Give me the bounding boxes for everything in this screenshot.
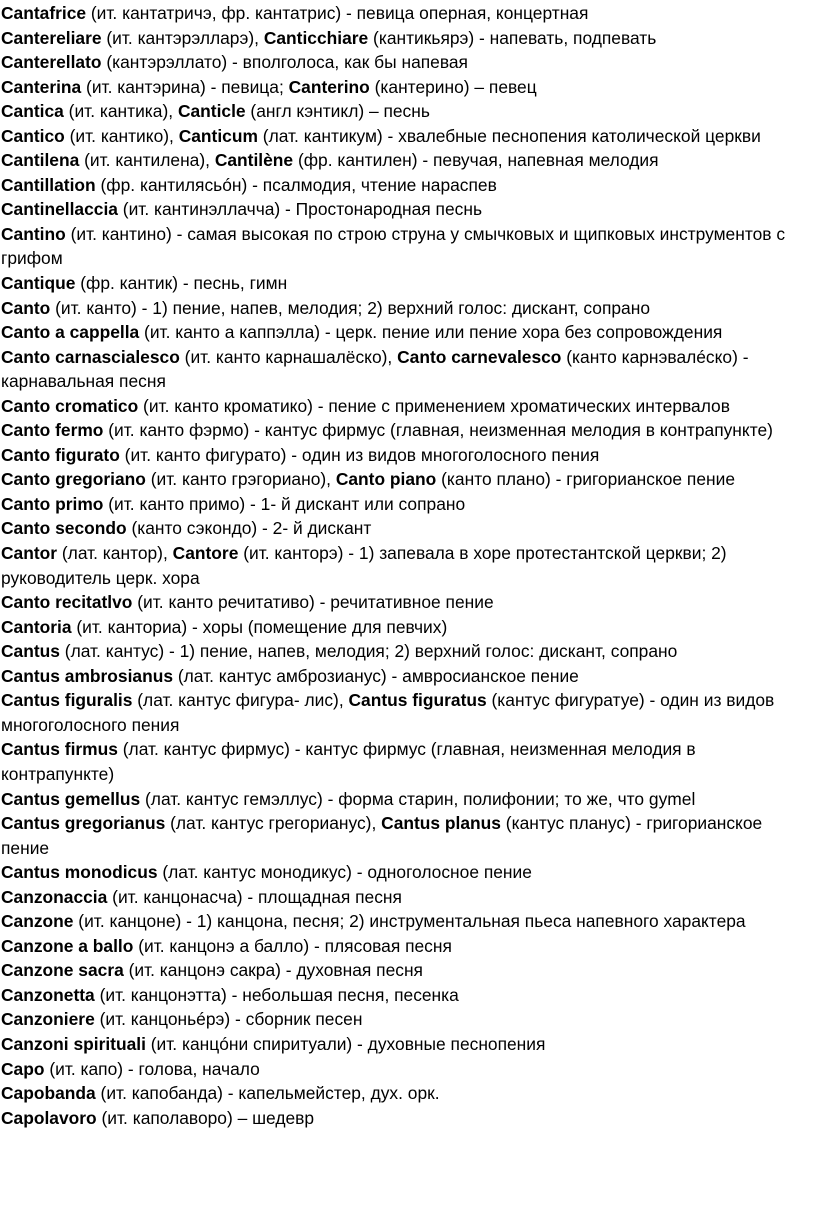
entry-term: Canzone	[1, 911, 74, 932]
entry-term: Cantus ambrosianus	[1, 665, 174, 686]
entry-term: Canzoni spirituali	[1, 1033, 146, 1054]
glossary-entry	[1, 590, 813, 615]
entry-definition: (ит. канто фэрмо) - кантус фирмус (главная, неизменная мелодия в контрапункте)	[103, 420, 773, 441]
entry-definition: (лат. кантикум) - хвалебные песнопения католической церкви	[257, 125, 761, 146]
entry-definition: (кантус фигуратуе) - один из видов многоголосного пения	[1, 690, 775, 735]
entry-definition: (ит. канто а каппэлла) - церк. пение или пение хора без сопровождения	[139, 322, 723, 343]
entry-term: Canticle	[177, 101, 246, 122]
glossary-entry	[1, 664, 813, 689]
entry-term: Canzonaccia	[1, 886, 108, 907]
entry-term: Cantillation	[1, 174, 96, 195]
entry-term: Canto carnascialesco	[1, 346, 180, 367]
entry-term: Cantus monodicus	[1, 862, 158, 883]
entry-definition: (лат. кантус монодикус) - одноголосное пение	[157, 862, 532, 883]
entry-definition: (ит. канцонэ а балло) - плясовая песня	[133, 935, 452, 956]
glossary-entry	[1, 958, 813, 983]
glossary-entry	[1, 148, 813, 173]
entry-term: Cantus firmus	[1, 739, 118, 760]
entry-term: Canticchiare	[263, 27, 369, 48]
glossary-entry	[1, 50, 813, 75]
entry-definition: (ит. канто фигурато) - один из видов многоголосного пения	[119, 444, 600, 465]
glossary-entry	[1, 222, 813, 271]
entry-definition: (ит. канто кроматико) - пение с применением хроматических интервалов	[138, 395, 730, 416]
entry-definition: (ит. каполаворо) – шедевр	[96, 1107, 315, 1128]
entry-definition: (лат. кантус) - 1) пение, напев, мелодия; 2) верхний голос: дискант, сопрано	[59, 641, 678, 662]
entry-definition: (кантэрэллато) - вполголоса, как бы напевая	[101, 52, 468, 73]
entry-term: Canterellato	[1, 52, 102, 73]
entry-definition: (ит. кантико),	[64, 125, 179, 146]
entry-term: Canzone a ballo	[1, 935, 134, 956]
entry-term: Canto primo	[1, 493, 104, 514]
glossary-entry	[1, 909, 813, 934]
entry-term: Cantilena	[1, 150, 80, 171]
entry-term: Cantus gregorianus	[1, 813, 166, 834]
entry-definition: (лат. кантус гемэллус) - форма старин, полифонии; то же, что gymel	[140, 788, 696, 809]
entry-definition: (ит. кантилена),	[79, 150, 215, 171]
entry-term: Canzone sacra	[1, 960, 124, 981]
entry-definition: (ит. капобанда) - капельмейстер, дух. орк.	[95, 1083, 440, 1104]
entry-definition: (лат. кантор),	[57, 543, 173, 564]
entry-term: Cantus planus	[381, 813, 501, 834]
entry-term: Canticum	[178, 125, 258, 146]
entry-term: Canterina	[1, 76, 82, 97]
glossary-entry	[1, 615, 813, 640]
entry-term: Canterino	[288, 76, 370, 97]
entry-definition: (ит. кантино) - самая высокая по строю струна у смычковых и щипковых инструментов с грифом	[1, 223, 786, 269]
glossary-entry	[1, 516, 813, 541]
entry-term: Canzoniere	[1, 1009, 95, 1030]
entry-term: Canto gregoriano	[1, 469, 146, 490]
glossary-entry	[1, 394, 813, 419]
glossary-entry	[1, 639, 813, 664]
entry-definition: (фр. кантик) - песнь, гимн	[75, 273, 288, 294]
entry-term: Canzonetta	[1, 984, 95, 1005]
glossary-entry	[1, 26, 813, 51]
entry-term: Canto recitatlvo	[1, 592, 133, 613]
glossary-entry	[1, 811, 813, 860]
entry-definition: (ит. канто грэгориано),	[145, 469, 336, 490]
entry-term: Canto fermo	[1, 420, 104, 441]
entry-term: Canto secondo	[1, 518, 127, 539]
entry-definition: (ит. канцоньéрэ) - сборник песен	[94, 1009, 363, 1030]
entry-term: Cantus figuratus	[348, 690, 487, 711]
glossary-entry	[1, 418, 813, 443]
glossary-entry	[1, 492, 813, 517]
entry-definition: (кантус планус) - григорианское пение	[1, 813, 763, 858]
entry-definition: (фр. кантилен) - певучая, напевная мелодия	[293, 150, 659, 171]
entry-term: Cantinellaccia	[1, 199, 118, 220]
glossary-entry	[1, 1007, 813, 1032]
entry-term: Cantino	[1, 223, 66, 244]
entry-definition: (ит. канто речитативо) - речитативное пение	[132, 592, 494, 613]
entry-definition: (кантерино) – певец	[369, 76, 537, 97]
glossary-entry	[1, 320, 813, 345]
glossary-entry	[1, 197, 813, 222]
glossary-entry	[1, 296, 813, 321]
entry-term: Cantique	[1, 273, 76, 294]
entry-term: Cantus figuralis	[1, 690, 133, 711]
entry-definition: (лат. кантус амброзианус) - амвросианское пение	[173, 665, 579, 686]
entry-definition: (канто сэкондо) - 2- й дискант	[126, 518, 372, 539]
entry-definition: (ит. канторэ) - 1) запевала в хоре протестантской церкви; 2) руководитель церк. хора	[1, 543, 727, 588]
entry-term: Canto piano	[335, 469, 437, 490]
glossary-entry	[1, 99, 813, 124]
entry-term: Cantereliare	[1, 27, 102, 48]
entry-term: Cantico	[1, 125, 65, 146]
entry-term: Cantilène	[214, 150, 294, 171]
entry-term: Cantus	[1, 641, 60, 662]
glossary-entry	[1, 173, 813, 198]
glossary-entry	[1, 271, 813, 296]
glossary-entry	[1, 1, 813, 26]
glossary-entry	[1, 124, 813, 149]
entry-term: Canto figurato	[1, 444, 120, 465]
entry-term: Cantore	[172, 543, 239, 564]
glossary-entry	[1, 1081, 813, 1106]
glossary-entry	[1, 345, 813, 394]
entry-definition: (ит. кантэрина) - певица;	[81, 76, 289, 97]
glossary-entry	[1, 688, 813, 737]
glossary-entry	[1, 787, 813, 812]
entry-definition: (фр. кантилясьóн) - псалмодия, чтение нараспев	[95, 174, 497, 195]
entry-term: Capobanda	[1, 1083, 96, 1104]
entry-term: Cantica	[1, 101, 64, 122]
entry-definition: (ит. кантинэллачча) - Простонародная песнь	[117, 199, 483, 220]
entry-definition: (ит. канцонэтта) - небольшая песня, песенка	[94, 984, 459, 1005]
entry-definition: (лат. кантус фигура- лис),	[132, 690, 349, 711]
entry-term: Cantor	[1, 543, 58, 564]
entry-definition: (ит. канцонэ сакра) - духовная песня	[123, 960, 423, 981]
entry-term: Capolavoro	[1, 1107, 97, 1128]
glossary-entry	[1, 1106, 813, 1131]
entry-term: Cantafrice	[1, 3, 87, 23]
glossary-entry	[1, 983, 813, 1008]
entry-definition: (кантикьярэ) - напевать, подпевать	[368, 27, 657, 48]
entry-term: Canto a cappella	[1, 322, 140, 343]
glossary-entry	[1, 860, 813, 885]
entry-definition: (ит. канцоне) - 1) канцона, песня; 2) инструментальная пьеса напевного характера	[73, 911, 746, 932]
entry-definition: (канто карнэвалéско) - карнавальная песня	[1, 346, 749, 392]
glossary-entry	[1, 467, 813, 492]
glossary-entry	[1, 737, 813, 786]
entry-term: Canto	[1, 297, 51, 318]
entry-definition: (ит. канто) - 1) пение, напев, мелодия; 2) верхний голос: дискант, сопрано	[50, 297, 650, 318]
glossary-entry	[1, 885, 813, 910]
entry-definition: (лат. кантус грегорианус),	[165, 813, 382, 834]
glossary-entry	[1, 541, 813, 590]
entry-definition: (ит. канториа) - хоры (помещение для певчих)	[71, 616, 448, 637]
entry-term: Cantoria	[1, 616, 72, 637]
glossary-entry	[1, 934, 813, 959]
entry-definition: (ит. кантэрэлларэ),	[101, 27, 264, 48]
entry-term: Canto carnevalesco	[397, 346, 562, 367]
entry-definition: (канто плано) - григорианское пение	[436, 469, 736, 490]
entry-definition: (ит. капо) - голова, начало	[44, 1058, 260, 1079]
glossary-entry	[1, 443, 813, 468]
entry-term: Cantus gemellus	[1, 788, 141, 809]
entry-definition: (ит. кантика),	[63, 101, 178, 122]
entry-term: Capo	[1, 1058, 45, 1079]
entry-definition: (лат. кантус фирмус) - кантус фирмус (главная, неизменная мелодия в контрапункте)	[1, 739, 696, 784]
entry-definition: (англ кэнтикл) – песнь	[245, 101, 430, 122]
glossary-entry	[1, 75, 813, 100]
entry-definition: (ит. канцонacча) - площадная песня	[107, 886, 402, 907]
entry-definition: (ит. кантатричэ, фр. кантатрис) - певица оперная, концертная	[86, 3, 589, 23]
glossary-entry	[1, 1057, 813, 1082]
entry-term: Canto cromatico	[1, 395, 139, 416]
entry-definition: (ит. канто примо) - 1- й дискант или сопрано	[103, 493, 466, 514]
glossary-entry	[1, 1032, 813, 1057]
entry-definition: (ит. канцóни спиритуали) - духовные песнопения	[145, 1033, 546, 1054]
entry-definition: (ит. канто карнашалёско),	[179, 346, 398, 367]
